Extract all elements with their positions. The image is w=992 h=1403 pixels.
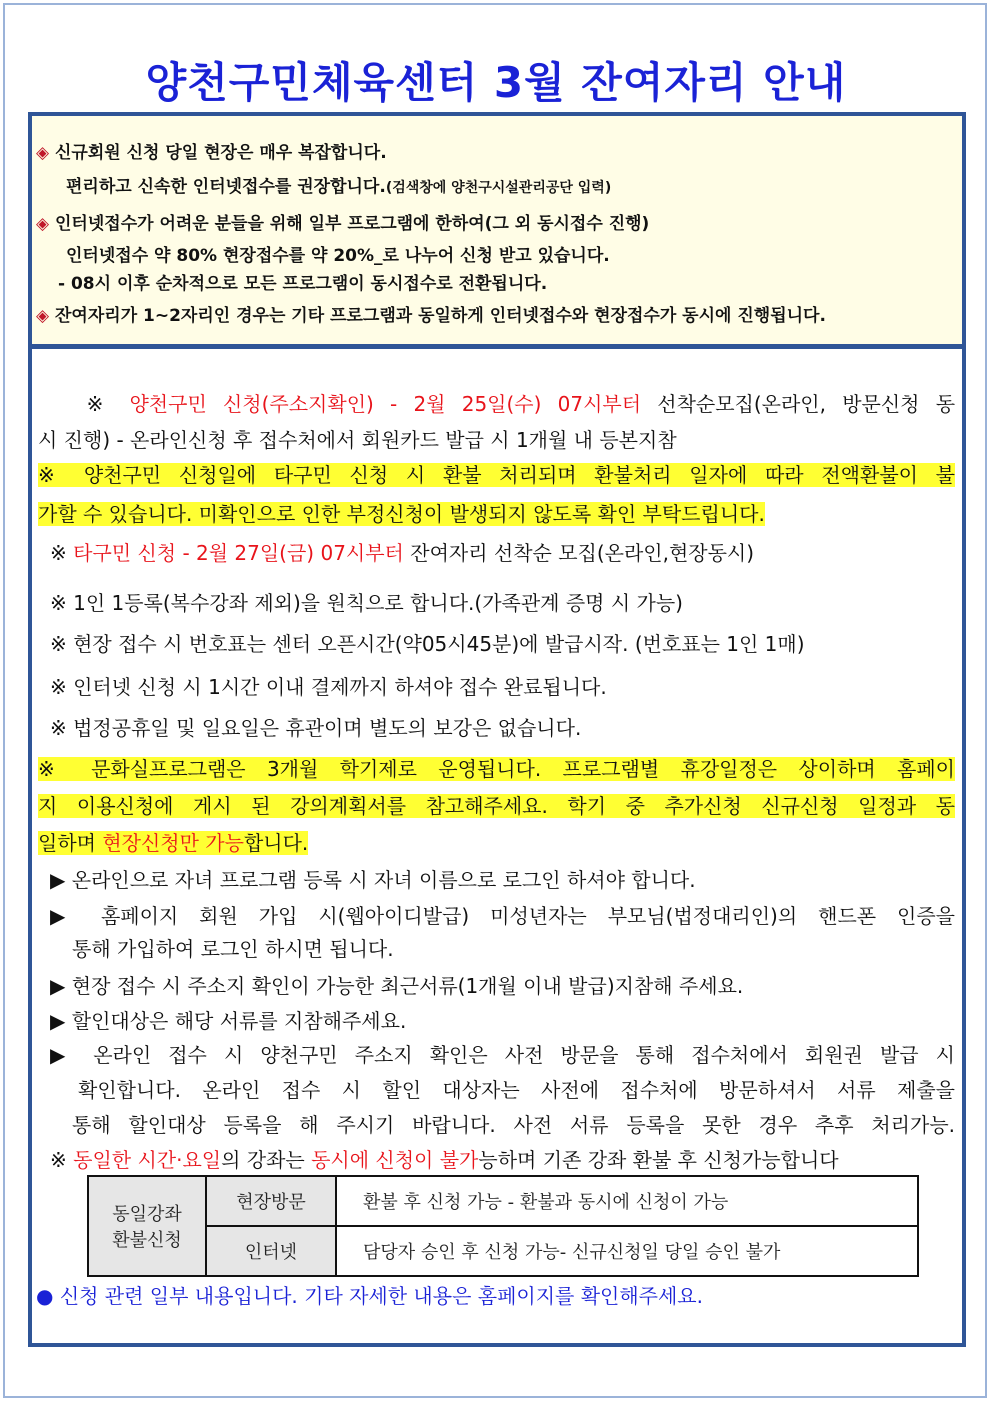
culture-program-note: 일하며 현장신청만 가능합니다. xyxy=(38,831,309,855)
notice-line: ◈ 인터넷접수가 어려운 분들을 위해 일부 프로그램에 한하여(그 외 동시접수 진행) xyxy=(36,214,650,234)
notice-line: 인터넷접수 약 80% 현장접수를 약 20%_로 나누어 신청 받고 있습니다. xyxy=(66,246,610,266)
notice-line: - 08시 이후 순차적으로 모든 프로그램이 동시접수로 전환됩니다. xyxy=(58,274,548,294)
notice-line: ◈ 신규회원 신청 당일 현장은 매우 복잡합니다. xyxy=(36,143,387,163)
guide-item-cont: 통해 할인대상 등록을 해 주시기 바랍니다. 사전 서류 등록을 못한 경우 추후 처리가능. xyxy=(72,1113,955,1137)
refund-warning: ※ 양천구민 신청일에 타구민 신청 시 환불 처리되며 환불처리 일자에 따라 전액환불이 불 xyxy=(38,463,955,487)
group-cell: 동일강좌 환불신청 xyxy=(88,1176,206,1276)
guide-item-cont: 통해 가입하여 로그인 하시면 됩니다. xyxy=(72,937,394,961)
rule-line: ※ 현장 접수 시 번호표는 센터 오픈시간(약05시45분)에 발급시작. (번호표는 1인 1매) xyxy=(50,632,805,656)
notice-line: ◈ 잔여자리가 1~2자리인 경우는 기타 프로그램과 동일하게 인터넷접수와 현장접수가 동시에 진행됩니다. xyxy=(36,306,826,326)
guide-item: ▶ 홈페이지 회원 가입 시(웹아이디발급) 미성년자는 부모님(법정대리인)의 핸드폰 인증을 xyxy=(50,904,955,928)
desc-cell: 환불 후 신청 가능 - 환불과 동시에 신청이 가능 xyxy=(336,1176,918,1226)
triangle-bullet-icon: ▶ xyxy=(50,1043,77,1067)
culture-program-note: ※ 문화실프로그램은 3개월 학기제로 운영됩니다. 프로그램별 휴강일정은 상이하며 홈페이 xyxy=(38,757,955,781)
diamond-bullet-icon: ◈ xyxy=(36,143,50,163)
rule-line: ※ 법정공휴일 및 일요일은 휴관이며 별도의 보강은 없습니다. xyxy=(50,716,582,740)
refund-table xyxy=(87,1175,919,1277)
resident-application: ※ 양천구민 신청(주소지확인) - 2월 25일(수) 07시부터 선착순모집(온라인, 방문신청 동 xyxy=(86,392,956,416)
type-cell: 인터넷 xyxy=(206,1226,336,1276)
diamond-bullet-icon: ◈ xyxy=(36,306,50,326)
resident-application-cont: 시 진행) - 온라인신청 후 접수처에서 회원카드 발급 시 1개월 내 등본지참 xyxy=(38,428,677,452)
refund-warning-cont: 가할 수 있습니다. 미확인으로 인한 부정신청이 발생되지 않도록 확인 부탁드립니다. xyxy=(38,502,765,526)
guide-item: ▶ 현장 접수 시 주소지 확인이 가능한 최근서류(1개월 이내 발급)지참해 주세요. xyxy=(50,974,744,998)
diamond-bullet-icon: ◈ xyxy=(36,214,50,234)
rule-line: ※ 1인 1등록(복수강좌 제외)을 원칙으로 합니다.(가족관계 증명 시 가능) xyxy=(50,591,683,615)
triangle-bullet-icon: ▶ xyxy=(50,868,66,892)
page-title: 양천구민체육센터 3월 잔여자리 안내 xyxy=(145,58,847,107)
guide-item: ▶ 할인대상은 해당 서류를 지참해주세요. xyxy=(50,1009,407,1033)
type-cell: 현장방문 xyxy=(206,1176,336,1226)
notice-line: 편리하고 신속한 인터넷접수를 권장합니다.(검색창에 양천구시설관리공단 입력) xyxy=(66,177,612,197)
circle-bullet-icon: ● xyxy=(36,1284,54,1308)
table-row xyxy=(88,1226,918,1276)
table-row xyxy=(88,1176,918,1226)
desc-cell: 담당자 승인 후 신청 가능- 신규신청일 당일 승인 불가 xyxy=(336,1226,918,1276)
triangle-bullet-icon: ▶ xyxy=(50,904,80,928)
guide-item-cont: 확인합니다. 온라인 접수 시 할인 대상자는 사전에 접수처에 방문하셔서 서류 제출을 xyxy=(78,1078,955,1102)
culture-program-note: 지 이용신청에 게시 된 강의계획서를 참고해주세요. 학기 중 추가신청 신규신청 일정과 동 xyxy=(38,794,955,818)
guide-item: ▶ 온라인으로 자녀 프로그램 등록 시 자녀 이름으로 로그인 하셔야 합니다. xyxy=(50,868,696,892)
rule-line: ※ 인터넷 신청 시 1시간 이내 결제까지 하셔야 접수 완료됩니다. xyxy=(50,675,607,699)
footer-note: ● 신청 관련 일부 내용입니다. 기타 자세한 내용은 홈페이지를 확인해주세요. xyxy=(36,1284,703,1308)
triangle-bullet-icon: ▶ xyxy=(50,974,66,998)
non-resident-application: ※ 타구민 신청 - 2월 27일(금) 07시부터 잔여자리 선착순 모집(온라인,현장동시) xyxy=(50,541,755,565)
triangle-bullet-icon: ▶ xyxy=(50,1009,66,1033)
guide-item: ▶ 온라인 접수 시 양천구민 주소지 확인은 사전 방문을 통해 접수처에서 회원권 발급 시 xyxy=(50,1043,955,1067)
same-class-note: ※ 동일한 시간·요일의 강좌는 동시에 신청이 불가능하며 기존 강좌 환불 후 신청가능합니다 xyxy=(50,1148,839,1172)
